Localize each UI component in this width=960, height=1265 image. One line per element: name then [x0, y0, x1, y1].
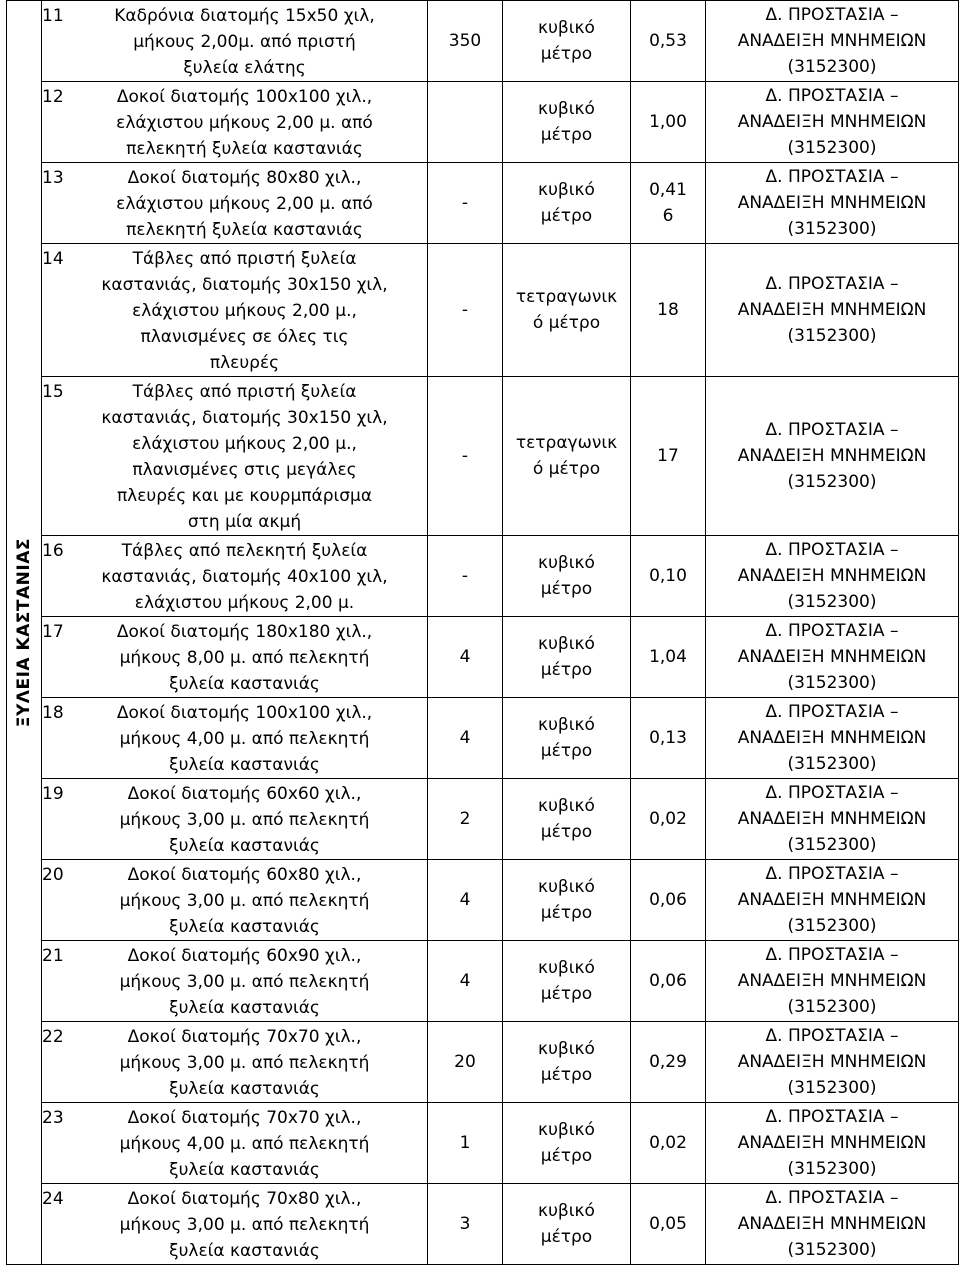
table-row [7, 1184, 959, 1265]
item-description: Δοκοί διατομής 100x100 χιλ., ελάχιστου μήκους 2,00 μ. από πελεκητή ξυλεία καστανιάς [62, 82, 428, 163]
item-value: 0,02 [631, 779, 706, 860]
item-unit: κυβικό μέτρο [503, 1022, 631, 1103]
item-value: 0,29 [631, 1022, 706, 1103]
item-quantity: - [428, 536, 503, 617]
item-description: Δοκοί διατομής 60x60 χιλ., μήκους 3,00 μ. από πελεκητή ξυλεία καστανιάς [62, 779, 428, 860]
item-quantity: 4 [428, 617, 503, 698]
item-description: Δοκοί διατομής 60x80 χιλ., μήκους 3,00 μ. από πελεκητή ξυλεία καστανιάς [62, 860, 428, 941]
item-number: 19 [42, 779, 63, 860]
item-quantity: 3 [428, 1184, 503, 1265]
item-number: 21 [42, 941, 63, 1022]
item-unit: τετραγωνικ ό μέτρο [503, 377, 631, 536]
table-row [7, 617, 959, 698]
item-description: Δοκοί διατομής 70x80 χιλ., μήκους 3,00 μ. από πελεκητή ξυλεία καστανιάς [62, 1184, 428, 1265]
item-unit: κυβικό μέτρο [503, 1184, 631, 1265]
item-responsible-code: Δ. ΠΡΟΣΤΑΣΙΑ – ΑΝΑΔΕΙΞΗ ΜΝΗΜΕΙΩΝ (3152300) [706, 1, 959, 82]
table-row [7, 698, 959, 779]
item-description: Δοκοί διατομής 70x70 χιλ., μήκους 4,00 μ. από πελεκητή ξυλεία καστανιάς [62, 1103, 428, 1184]
side-category-cell [7, 1, 42, 1265]
table-row [7, 1, 959, 82]
item-description: Καδρόνια διατομής 15x50 χιλ, μήκους 2,00μ. από πριστή ξυλεία ελάτης [62, 1, 428, 82]
item-value: 0,06 [631, 941, 706, 1022]
side-category-label: ΞΥΛΕΙΑ ΚΑΣΤΑΝΙΑΣ [14, 537, 34, 728]
item-quantity: - [428, 244, 503, 377]
item-unit: κυβικό μέτρο [503, 1103, 631, 1184]
table-row [7, 779, 959, 860]
item-description: Δοκοί διατομής 180x180 χιλ., μήκους 8,00 μ. από πελεκητή ξυλεία καστανιάς [62, 617, 428, 698]
item-unit: κυβικό μέτρο [503, 1, 631, 82]
item-value: 0,05 [631, 1184, 706, 1265]
item-number: 23 [42, 1103, 63, 1184]
item-number: 17 [42, 617, 63, 698]
table-row [7, 163, 959, 244]
item-unit: κυβικό μέτρο [503, 860, 631, 941]
item-responsible-code: Δ. ΠΡΟΣΤΑΣΙΑ – ΑΝΑΔΕΙΞΗ ΜΝΗΜΕΙΩΝ (3152300) [706, 698, 959, 779]
item-number: 16 [42, 536, 63, 617]
item-description: Δοκοί διατομής 80x80 χιλ., ελάχιστου μήκους 2,00 μ. από πελεκητή ξυλεία καστανιάς [62, 163, 428, 244]
item-number: 22 [42, 1022, 63, 1103]
item-unit: κυβικό μέτρο [503, 163, 631, 244]
table-row [7, 1103, 959, 1184]
item-value: 1,04 [631, 617, 706, 698]
item-responsible-code: Δ. ΠΡΟΣΤΑΣΙΑ – ΑΝΑΔΕΙΞΗ ΜΝΗΜΕΙΩΝ (3152300) [706, 617, 959, 698]
item-quantity: 4 [428, 698, 503, 779]
item-quantity: - [428, 377, 503, 536]
table-row [7, 244, 959, 377]
item-responsible-code: Δ. ΠΡΟΣΤΑΣΙΑ – ΑΝΑΔΕΙΞΗ ΜΝΗΜΕΙΩΝ (3152300) [706, 860, 959, 941]
item-responsible-code: Δ. ΠΡΟΣΤΑΣΙΑ – ΑΝΑΔΕΙΞΗ ΜΝΗΜΕΙΩΝ (3152300) [706, 1184, 959, 1265]
item-number: 24 [42, 1184, 63, 1265]
item-description: Τάβλες από πελεκητή ξυλεία καστανιάς, διατομής 40x100 χιλ, ελάχιστου μήκους 2,00 μ. [62, 536, 428, 617]
side-category-wrap [7, 538, 41, 727]
item-responsible-code: Δ. ΠΡΟΣΤΑΣΙΑ – ΑΝΑΔΕΙΞΗ ΜΝΗΜΕΙΩΝ (3152300) [706, 779, 959, 860]
item-responsible-code: Δ. ΠΡΟΣΤΑΣΙΑ – ΑΝΑΔΕΙΞΗ ΜΝΗΜΕΙΩΝ (3152300) [706, 163, 959, 244]
table-row [7, 82, 959, 163]
item-value: 0,10 [631, 536, 706, 617]
item-value: 1,00 [631, 82, 706, 163]
item-description: Δοκοί διατομής 60x90 χιλ., μήκους 3,00 μ. από πελεκητή ξυλεία καστανιάς [62, 941, 428, 1022]
item-responsible-code: Δ. ΠΡΟΣΤΑΣΙΑ – ΑΝΑΔΕΙΞΗ ΜΝΗΜΕΙΩΝ (3152300) [706, 536, 959, 617]
item-responsible-code: Δ. ΠΡΟΣΤΑΣΙΑ – ΑΝΑΔΕΙΞΗ ΜΝΗΜΕΙΩΝ (3152300) [706, 941, 959, 1022]
item-description: Δοκοί διατομής 100x100 χιλ., μήκους 4,00 μ. από πελεκητή ξυλεία καστανιάς [62, 698, 428, 779]
item-value: 0,06 [631, 860, 706, 941]
item-quantity: 4 [428, 941, 503, 1022]
materials-table [6, 0, 959, 1265]
item-responsible-code: Δ. ΠΡΟΣΤΑΣΙΑ – ΑΝΑΔΕΙΞΗ ΜΝΗΜΕΙΩΝ (3152300) [706, 82, 959, 163]
item-unit: κυβικό μέτρο [503, 698, 631, 779]
item-number: 14 [42, 244, 63, 377]
table-row [7, 1022, 959, 1103]
item-number: 13 [42, 163, 63, 244]
item-quantity: 1 [428, 1103, 503, 1184]
item-description: Τάβλες από πριστή ξυλεία καστανιάς, διατομής 30x150 χιλ, ελάχιστου μήκους 2,00 μ., πλανισμένες στις μεγάλες πλευρές και με κουρμπάρισμα στη μία ακμή [62, 377, 428, 536]
item-quantity: - [428, 163, 503, 244]
item-quantity: 20 [428, 1022, 503, 1103]
item-unit: τετραγωνικ ό μέτρο [503, 244, 631, 377]
item-value: 0,41 6 [631, 163, 706, 244]
item-quantity [428, 82, 503, 163]
table-row [7, 860, 959, 941]
item-number: 18 [42, 698, 63, 779]
item-quantity: 2 [428, 779, 503, 860]
item-value: 0,53 [631, 1, 706, 82]
materials-table-body [7, 1, 959, 1265]
item-quantity: 350 [428, 1, 503, 82]
item-number: 15 [42, 377, 63, 536]
item-number: 20 [42, 860, 63, 941]
item-responsible-code: Δ. ΠΡΟΣΤΑΣΙΑ – ΑΝΑΔΕΙΞΗ ΜΝΗΜΕΙΩΝ (3152300) [706, 1022, 959, 1103]
item-unit: κυβικό μέτρο [503, 536, 631, 617]
item-unit: κυβικό μέτρο [503, 82, 631, 163]
item-description: Δοκοί διατομής 70x70 χιλ., μήκους 3,00 μ. από πελεκητή ξυλεία καστανιάς [62, 1022, 428, 1103]
item-unit: κυβικό μέτρο [503, 617, 631, 698]
item-responsible-code: Δ. ΠΡΟΣΤΑΣΙΑ – ΑΝΑΔΕΙΞΗ ΜΝΗΜΕΙΩΝ (3152300) [706, 377, 959, 536]
table-row [7, 941, 959, 1022]
item-value: 17 [631, 377, 706, 536]
item-value: 0,13 [631, 698, 706, 779]
table-row [7, 377, 959, 536]
item-quantity: 4 [428, 860, 503, 941]
item-number: 12 [42, 82, 63, 163]
item-responsible-code: Δ. ΠΡΟΣΤΑΣΙΑ – ΑΝΑΔΕΙΞΗ ΜΝΗΜΕΙΩΝ (3152300) [706, 1103, 959, 1184]
item-unit: κυβικό μέτρο [503, 941, 631, 1022]
item-unit: κυβικό μέτρο [503, 779, 631, 860]
table-row [7, 536, 959, 617]
item-responsible-code: Δ. ΠΡΟΣΤΑΣΙΑ – ΑΝΑΔΕΙΞΗ ΜΝΗΜΕΙΩΝ (3152300) [706, 244, 959, 377]
item-value: 18 [631, 244, 706, 377]
item-number: 11 [42, 1, 63, 82]
item-description: Τάβλες από πριστή ξυλεία καστανιάς, διατομής 30x150 χιλ, ελάχιστου μήκους 2,00 μ., πλανισμένες σε όλες τις πλευρές [62, 244, 428, 377]
item-value: 0,02 [631, 1103, 706, 1184]
